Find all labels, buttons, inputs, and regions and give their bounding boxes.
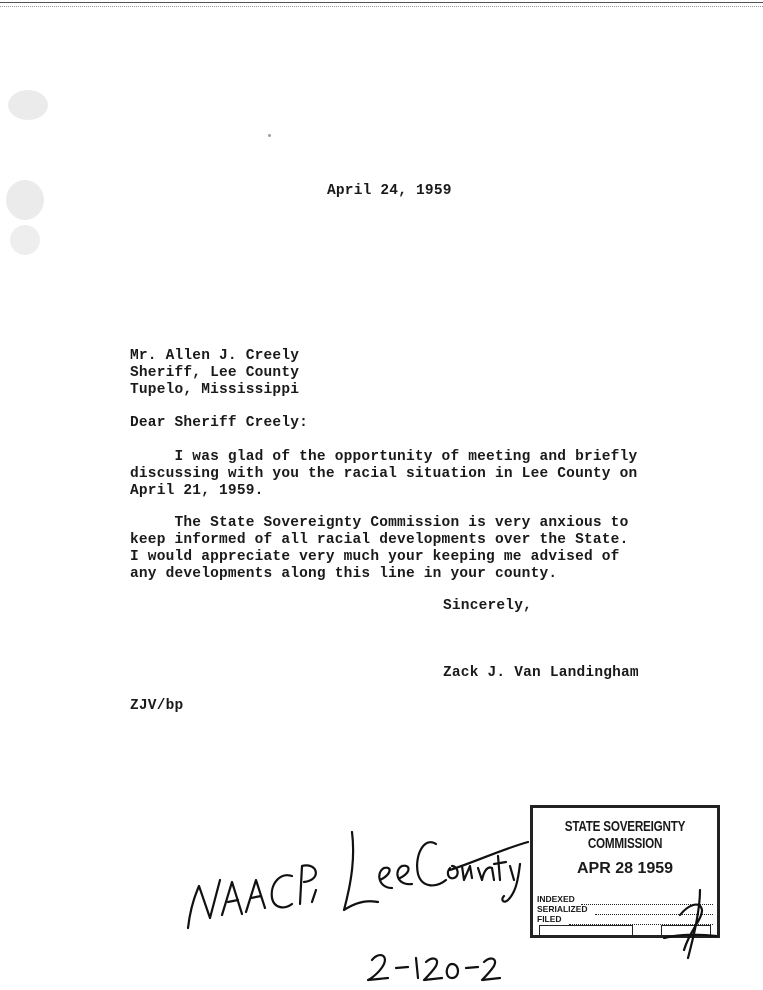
handwriting-naacp [188, 865, 316, 928]
recipient-name: Mr. Allen J. Creely [130, 348, 300, 364]
paragraph2-line3: I would appreciate very much your keeping me advised of [130, 549, 620, 565]
paragraph1-line1: I was glad of the opportunity of meeting and briefly [130, 449, 638, 465]
stamp-title: STATE SOVEREIGNTY COMMISSION [564, 818, 686, 852]
letter-date: April 24, 1959 [327, 183, 452, 199]
paragraph1-line3: April 21, 1959. [130, 483, 264, 499]
recipient-title: Sheriff, Lee County [130, 365, 300, 381]
signer-name: Zack J. Van Landingham [443, 665, 639, 681]
paragraph1-line2: discussing with you the racial situation in Lee County on [130, 466, 638, 482]
stamp-field-filed: FILED [537, 914, 562, 924]
handwriting-flourish [450, 842, 528, 870]
stamp-field-serialized: SERIALIZED [537, 904, 588, 914]
paragraph2-line2: keep informed of all racial developments over the State. [130, 532, 629, 548]
typist-initials: ZJV/bp [130, 698, 184, 714]
closing: Sincerely, [443, 598, 533, 614]
stamp-field-indexed: INDEXED [537, 894, 575, 904]
stamp-date: APR 28 1959 [576, 860, 674, 877]
paragraph2-line1: The State Sovereignty Commission is very anxious to [130, 515, 629, 531]
recipient-city: Tupelo, Mississippi [130, 382, 300, 398]
handwriting-file-number [368, 955, 500, 980]
handwriting-county [417, 842, 520, 901]
handwriting-filing-mark [664, 890, 716, 958]
salutation: Dear Sheriff Creely: [130, 415, 309, 431]
handwriting-lee [344, 832, 412, 910]
paragraph2-line4: any developments along this line in your county. [130, 566, 558, 582]
